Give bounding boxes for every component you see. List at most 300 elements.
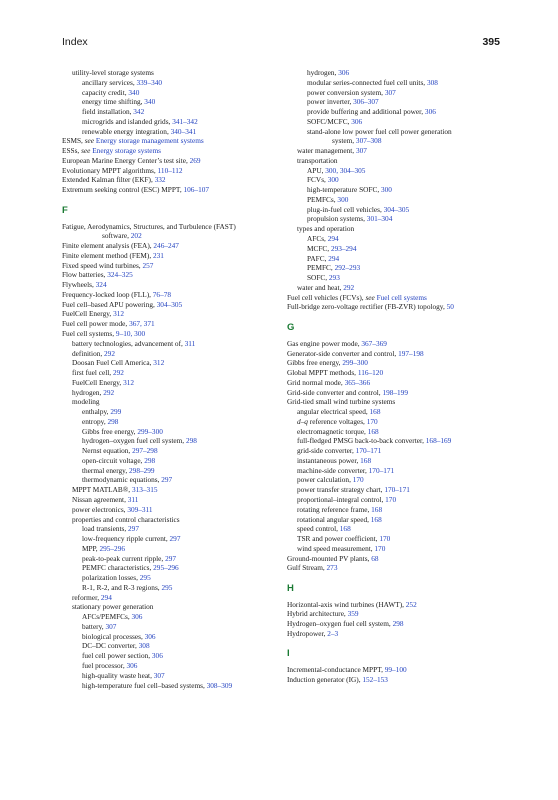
entry-term: SOFC,: [307, 273, 329, 283]
index-entry: [287, 629, 509, 639]
index-entry: [62, 175, 294, 185]
page-reference-link[interactable]: 300: [337, 194, 349, 204]
entry-term: renewable energy integration,: [82, 126, 171, 136]
page-reference-link[interactable]: 202: [130, 231, 142, 241]
index-entry: [287, 302, 509, 312]
entry-term: PEMFC,: [307, 263, 335, 273]
index-entry: [62, 681, 294, 691]
entry-term: Gibbs free energy,: [287, 358, 343, 368]
index-entry: [287, 156, 509, 166]
index-entry: [62, 222, 294, 232]
entry-term: FuelCell Energy,: [72, 377, 124, 387]
entry-term: Gulf Stream,: [287, 563, 327, 573]
page-reference-link[interactable]: 306: [424, 107, 436, 117]
page-reference-link[interactable]: 297: [169, 534, 181, 544]
page-reference-link[interactable]: 231: [153, 250, 164, 260]
index-entry: [62, 300, 294, 310]
entry-term: MPP,: [82, 543, 100, 553]
index-entry: [62, 97, 294, 107]
page-reference-link[interactable]: 252: [405, 599, 417, 609]
index-entry: [62, 436, 294, 446]
page-reference-link[interactable]: 257: [142, 260, 154, 270]
page-reference-link[interactable]: 110–112: [157, 165, 183, 175]
page-reference-link[interactable]: 68: [371, 553, 379, 563]
entry-term: properties and control characteristics: [72, 514, 180, 524]
entry-term: Fixed speed wind turbines,: [62, 260, 143, 270]
entry-term: polarization losses,: [82, 573, 140, 583]
entry-term: stationary power generation: [72, 602, 154, 612]
entry-term: Induction generator (IG),: [287, 675, 363, 685]
entry-term: plug-in-fuel cell vehicles,: [307, 204, 384, 214]
page-reference-link[interactable]: 168: [371, 504, 383, 514]
index-entry: [62, 107, 294, 117]
page-reference-link[interactable]: 340: [144, 97, 156, 107]
index-entry: [62, 407, 294, 417]
entry-term: load transients,: [82, 524, 129, 534]
index-entry: [287, 446, 509, 456]
entry-term: Generator-side converter and control,: [287, 348, 399, 358]
entry-term: TSR and power coefficient,: [297, 534, 380, 544]
page-reference-link[interactable]: 295: [139, 573, 151, 583]
entry-term: Ground-mounted PV plants,: [287, 553, 372, 563]
page-reference-link[interactable]: 168: [339, 524, 351, 534]
entry-term: electromagnetic torque,: [297, 426, 368, 436]
page-reference-link[interactable]: 292: [104, 348, 115, 358]
index-entry: [287, 485, 509, 495]
page-reference-link[interactable]: 307: [384, 87, 396, 97]
entry-term: battery,: [82, 621, 106, 631]
page-reference-link[interactable]: 304–305: [383, 204, 410, 214]
entry-term: hydrogen–oxygen fuel cell system,: [82, 436, 186, 446]
index-entry: [287, 466, 509, 476]
index-entry: [287, 665, 509, 675]
entry-term: SOFC/MCFC,: [307, 116, 352, 126]
entry-term: Horizontal-axis wind turbines (HAWT),: [287, 599, 406, 609]
entry-term: Hydropower,: [287, 629, 328, 638]
index-entry: [287, 107, 509, 117]
page-header: [62, 36, 500, 52]
page-reference-link[interactable]: 311: [127, 494, 139, 504]
page-reference-link[interactable]: 342: [133, 107, 145, 117]
page-reference-link[interactable]: 170–171: [368, 465, 395, 475]
page-number: 395: [482, 36, 500, 48]
index-entry: [287, 175, 509, 185]
entry-term: power conversion system,: [307, 87, 385, 97]
page-reference-link[interactable]: 298: [185, 436, 197, 446]
entry-term: Fatigue, Aerodynamics, Structures, and Turbulence (FAST): [62, 221, 236, 231]
entry-term: proportional–integral control,: [297, 494, 386, 504]
index-entry: [62, 602, 294, 612]
page-reference-link[interactable]: 294: [327, 234, 339, 244]
index-entry: [287, 254, 509, 264]
entry-term: Gas engine power mode,: [287, 338, 362, 348]
see-reference-label: see: [84, 136, 95, 146]
entry-term: European Marine Energy Center’s test site,: [62, 155, 190, 165]
page-reference-link[interactable]: 170–171: [355, 446, 382, 456]
page-reference-link[interactable]: 307–308: [355, 136, 382, 146]
index-entry: [62, 641, 294, 651]
index-entry: [287, 97, 509, 107]
index-entry: [62, 251, 294, 261]
entry-term: angular electrical speed,: [297, 407, 370, 417]
index-entry: [287, 349, 509, 359]
page-reference-link[interactable]: 292: [112, 368, 124, 378]
index-entry: [287, 475, 509, 485]
index-entry: [62, 88, 294, 98]
page-reference-link[interactable]: 304–305: [156, 299, 183, 309]
entry-term: system,: [332, 136, 356, 146]
index-entry: [287, 68, 509, 78]
entry-term: utility-level storage systems: [72, 68, 154, 77]
entry-term: Nernst equation,: [82, 446, 133, 456]
page-reference-link[interactable]: 293: [328, 273, 340, 283]
index-entry: [62, 661, 294, 671]
index-entry: [287, 619, 509, 629]
entry-term: high-quality waste heat,: [82, 670, 154, 680]
entry-term: power calculation,: [297, 475, 353, 485]
entry-term: fuel processor,: [82, 661, 127, 670]
entry-term: R-1, R-2, and R-3 regions,: [82, 582, 162, 592]
page-reference-link[interactable]: 50: [446, 302, 454, 312]
page-reference-link[interactable]: 307: [153, 670, 165, 680]
entry-term: Grid-side converter and control,: [287, 387, 383, 397]
index-entry: [62, 368, 294, 378]
index-entry: [287, 127, 509, 137]
index-entry: [287, 88, 509, 98]
entry-term: high-temperature fuel cell–based systems,: [82, 680, 207, 690]
page-reference-link[interactable]: 106–107: [183, 185, 210, 195]
page-reference-link[interactable]: 324: [95, 280, 107, 290]
page-reference-link[interactable]: 295–296: [153, 563, 179, 573]
page-reference-link[interactable]: 299–300: [137, 426, 163, 436]
index-entry: [62, 466, 294, 476]
page-reference-link[interactable]: 9–10, 300: [115, 328, 146, 338]
index-entry: [62, 339, 294, 349]
entry-term: propulsion systems,: [307, 214, 367, 224]
entry-term: provide buffering and additional power,: [307, 107, 425, 117]
entry-term: modular series-connected fuel cell units,: [307, 77, 427, 87]
page-reference-link[interactable]: 306: [131, 612, 143, 622]
index-entry: [287, 117, 509, 127]
entry-term: wind speed measurement,: [297, 543, 375, 553]
entry-term: Finite element analysis (FEA),: [62, 241, 154, 251]
page-reference-link[interactable]: 306: [126, 661, 138, 670]
index-entry: [62, 309, 294, 319]
index-entry: [287, 166, 509, 176]
entry-term: Incremental-conductance MPPT,: [287, 665, 385, 675]
index-entry: [287, 600, 509, 610]
entry-term: Grid-tied small wind turbine systems: [287, 397, 396, 407]
page-reference-link[interactable]: 292: [343, 282, 355, 292]
page-reference-link[interactable]: 294: [100, 592, 112, 602]
index-entry: [287, 78, 509, 88]
page-reference-link[interactable]: 246–247: [153, 241, 179, 251]
entry-term: fuel cell power section,: [82, 651, 152, 661]
index-entry: [287, 136, 509, 146]
page-reference-link[interactable]: 152–153: [362, 675, 388, 685]
page-reference-link[interactable]: 312: [123, 377, 135, 387]
index-entry: [287, 195, 509, 205]
index-entry: [287, 544, 509, 554]
page-reference-link[interactable]: 292–293: [334, 263, 361, 273]
entry-term: Gibbs free energy,: [82, 426, 138, 436]
page-reference-link[interactable]: 309–311: [127, 504, 153, 514]
entry-term: entropy,: [82, 416, 108, 426]
index-entry: [287, 368, 509, 378]
entry-term: grid-side converter,: [297, 446, 356, 456]
page-reference-link[interactable]: 170: [374, 543, 386, 553]
index-entry: [62, 651, 294, 661]
index-entry: [287, 436, 509, 446]
page-reference-link[interactable]: 298: [107, 416, 119, 426]
page-reference-link[interactable]: 168: [369, 407, 381, 417]
index-entry: [287, 388, 509, 398]
page-reference-link[interactable]: 324–325: [107, 270, 133, 280]
entry-term: Fuel cell vehicles (FCVs),: [287, 292, 366, 302]
page-reference-link[interactable]: 300, 304–305: [325, 165, 366, 175]
index-entry: [287, 675, 509, 685]
index-entry: [287, 495, 509, 505]
page-reference-link[interactable]: 367, 371: [129, 319, 155, 329]
entry-term: rotating reference frame,: [297, 504, 372, 514]
entry-term: Evolutionary MPPT algorithms,: [62, 165, 158, 175]
page-reference-link[interactable]: 293–294: [330, 243, 357, 253]
page-reference-link[interactable]: 306: [151, 651, 163, 661]
index-entry: [62, 427, 294, 437]
entry-term: modeling: [72, 397, 100, 407]
index-entry: [287, 417, 509, 427]
page-reference-link[interactable]: 299–300: [342, 358, 368, 368]
index-entry: [287, 263, 509, 273]
page-reference-link[interactable]: 365–366: [344, 377, 371, 387]
page-reference-link[interactable]: 2–3: [327, 629, 339, 638]
index-entry: [62, 485, 294, 495]
page-reference-link[interactable]: 99–100: [384, 665, 407, 675]
index-entry: [287, 273, 509, 283]
see-reference-link[interactable]: Energy storage management systems: [95, 136, 204, 146]
page-reference-link[interactable]: 340–341: [170, 126, 197, 136]
entry-italic-term: d–q: [297, 416, 308, 426]
page-reference-link[interactable]: 168: [360, 455, 372, 465]
entry-term: FCVs,: [307, 175, 328, 185]
entry-term: Hybrid architecture,: [287, 609, 348, 619]
index-entry: [62, 544, 294, 554]
page-reference-link[interactable]: 273: [326, 563, 338, 573]
index-entry: [287, 427, 509, 437]
entry-term: AFCs,: [307, 234, 328, 244]
page-reference-link[interactable]: 168: [370, 514, 382, 524]
index-entry: [62, 632, 294, 642]
index-entry: [287, 397, 509, 407]
page-reference-link[interactable]: 170–171: [384, 485, 410, 495]
page-reference-link[interactable]: 299: [110, 407, 122, 417]
index-entry: [287, 505, 509, 515]
see-reference-label: see: [81, 146, 91, 156]
index-entry: [62, 534, 294, 544]
entry-term: power electronics,: [72, 504, 128, 514]
index-entry: [62, 78, 294, 88]
page-reference-link[interactable]: 307: [355, 146, 367, 156]
entry-term: peak-to-peak current ripple,: [82, 553, 166, 563]
index-entry: [62, 270, 294, 280]
page-reference-link[interactable]: 116–120: [357, 368, 384, 378]
entry-term: PAFC,: [307, 253, 329, 263]
page-reference-link[interactable]: 308: [138, 641, 150, 651]
entry-term: Extended Kalman filter (EKF),: [62, 175, 155, 185]
entry-term: thermal energy,: [82, 465, 130, 475]
running-head-title: Index: [62, 36, 88, 48]
entry-term: speed control,: [297, 524, 340, 534]
page-reference-link[interactable]: 294: [328, 253, 340, 263]
page-reference-link[interactable]: 197–198: [398, 348, 424, 358]
page-reference-link[interactable]: 306: [338, 68, 350, 77]
page-reference-link[interactable]: 295: [161, 582, 173, 592]
entry-term: Nissan agreement,: [72, 494, 128, 504]
entry-term: hydrogen,: [307, 68, 339, 77]
page-reference-link[interactable]: 332: [154, 175, 166, 185]
index-entry: [287, 293, 509, 303]
index-entry: [62, 231, 294, 241]
page-reference-link[interactable]: 292: [103, 387, 115, 397]
page-reference-link[interactable]: 297: [165, 553, 177, 563]
index-entry: [62, 136, 294, 146]
page-reference-link[interactable]: 308–309: [206, 680, 233, 690]
entry-term: biological processes,: [82, 631, 145, 641]
page-reference-link[interactable]: 298: [392, 619, 404, 629]
page-reference-link[interactable]: 298: [144, 455, 156, 465]
index-entry: [287, 563, 509, 573]
entry-term: Global MPPT methods,: [287, 368, 358, 378]
page-reference-link[interactable]: 341–342: [172, 116, 198, 126]
entry-term: AFCs/PEMFCs,: [82, 612, 132, 622]
page-reference-link[interactable]: 313–315: [131, 485, 158, 495]
page-reference-link[interactable]: 170: [366, 416, 378, 426]
entry-term: water and heat,: [297, 282, 344, 292]
index-entry: [62, 563, 294, 573]
entry-term: battery technologies, advancement of,: [72, 338, 185, 348]
page-reference-link[interactable]: 297–298: [132, 446, 158, 456]
entry-term: MCFC,: [307, 243, 331, 253]
section-gap: [287, 639, 509, 649]
entry-term: instantaneous power,: [297, 455, 361, 465]
page-reference-link[interactable]: 301–304: [366, 214, 393, 224]
page-reference-link[interactable]: 367–369: [361, 338, 387, 348]
see-reference-link[interactable]: Energy storage systems: [92, 146, 161, 156]
see-reference-link[interactable]: Fuel cell systems: [376, 292, 427, 302]
entry-term: definition,: [72, 348, 105, 358]
entry-term: water management,: [297, 146, 356, 156]
entry-term: energy time shifting,: [82, 97, 145, 107]
page-reference-link[interactable]: 170: [385, 494, 397, 504]
index-entry: [62, 456, 294, 466]
index-entry: [287, 244, 509, 254]
entry-term: power inverter,: [307, 97, 354, 107]
entry-term: software,: [102, 231, 131, 241]
entry-term: Fuel cell–based APU powering,: [62, 299, 157, 309]
entry-term: full-fledged PMSG back-to-back converter,: [297, 436, 426, 446]
page-reference-link[interactable]: 306: [144, 631, 156, 641]
index-entry: [62, 524, 294, 534]
index-entry: [287, 456, 509, 466]
page-reference-link[interactable]: 297: [161, 475, 173, 485]
entry-term: ancillary services,: [82, 77, 137, 87]
page-reference-link[interactable]: 168: [367, 426, 379, 436]
index-entry: [62, 117, 294, 127]
index-column-right: [287, 68, 509, 685]
page-reference-link[interactable]: 269: [189, 155, 201, 165]
page-reference-link[interactable]: 300: [380, 185, 392, 195]
section-gap: [287, 312, 509, 322]
section-gap: [287, 573, 509, 583]
page-reference-link[interactable]: 359: [347, 609, 359, 619]
index-entry: [62, 127, 294, 137]
page-reference-link[interactable]: 308: [426, 77, 438, 87]
entry-term: Frequency-locked loop (FLL),: [62, 289, 153, 299]
index-entry: [287, 524, 509, 534]
page-reference-link[interactable]: 312: [113, 309, 125, 319]
index-section-heading: H: [287, 582, 294, 594]
index-entry: [62, 671, 294, 681]
entry-term: PEMFCs,: [307, 194, 338, 204]
index-entry: [287, 234, 509, 244]
index-entry: [62, 156, 294, 166]
index-entry: [62, 378, 294, 388]
index-column-left: [62, 68, 294, 690]
entry-term: reformer,: [72, 592, 101, 602]
index-entry: [287, 407, 509, 417]
index-entry: [287, 224, 509, 234]
page-reference-link[interactable]: 298–299: [129, 465, 155, 475]
page-reference-link[interactable]: 306: [351, 116, 363, 126]
page-reference-link[interactable]: 311: [184, 338, 196, 348]
page-reference-link[interactable]: 170: [352, 475, 364, 485]
entry-term: transportation: [297, 155, 338, 165]
index-entry: [287, 534, 509, 544]
page-reference-link[interactable]: 306–307: [353, 97, 379, 107]
index-entry: [62, 358, 294, 368]
index-entry: [62, 68, 294, 78]
index-entry: [287, 515, 509, 525]
page-reference-link[interactable]: 297: [128, 524, 139, 534]
page-reference-link[interactable]: 312: [153, 358, 165, 368]
entry-term: stand-alone low power fuel cell power generation: [307, 126, 452, 136]
index-entry: [62, 593, 294, 603]
index-entry: [62, 166, 294, 176]
page-reference-link[interactable]: 76–78: [152, 289, 172, 299]
entry-term: machine-side converter,: [297, 465, 369, 475]
entry-term: APU,: [307, 165, 326, 175]
entry-term: capacity credit,: [82, 87, 129, 97]
page-reference-link[interactable]: 300: [327, 175, 339, 185]
page-reference-link[interactable]: 295–296: [99, 543, 125, 553]
page-reference-link[interactable]: 170: [379, 534, 391, 544]
index-entry: [287, 214, 509, 224]
index-entry: [62, 261, 294, 271]
index-entry: [287, 339, 509, 349]
index-entry: [287, 205, 509, 215]
index-entry: [62, 622, 294, 632]
page-reference-link[interactable]: 168–169: [425, 436, 452, 446]
page-reference-link[interactable]: 339–340: [136, 77, 163, 87]
entry-term: Grid normal mode,: [287, 377, 345, 387]
page-reference-link[interactable]: 340: [128, 87, 140, 97]
page-reference-link[interactable]: 307: [105, 621, 117, 631]
page-reference-link[interactable]: 198–199: [382, 387, 408, 397]
entry-term: PEMFC characteristics,: [82, 563, 154, 573]
index-section-heading: G: [287, 321, 295, 333]
index-entry: [62, 319, 294, 329]
entry-term: Flow batteries,: [62, 270, 108, 280]
